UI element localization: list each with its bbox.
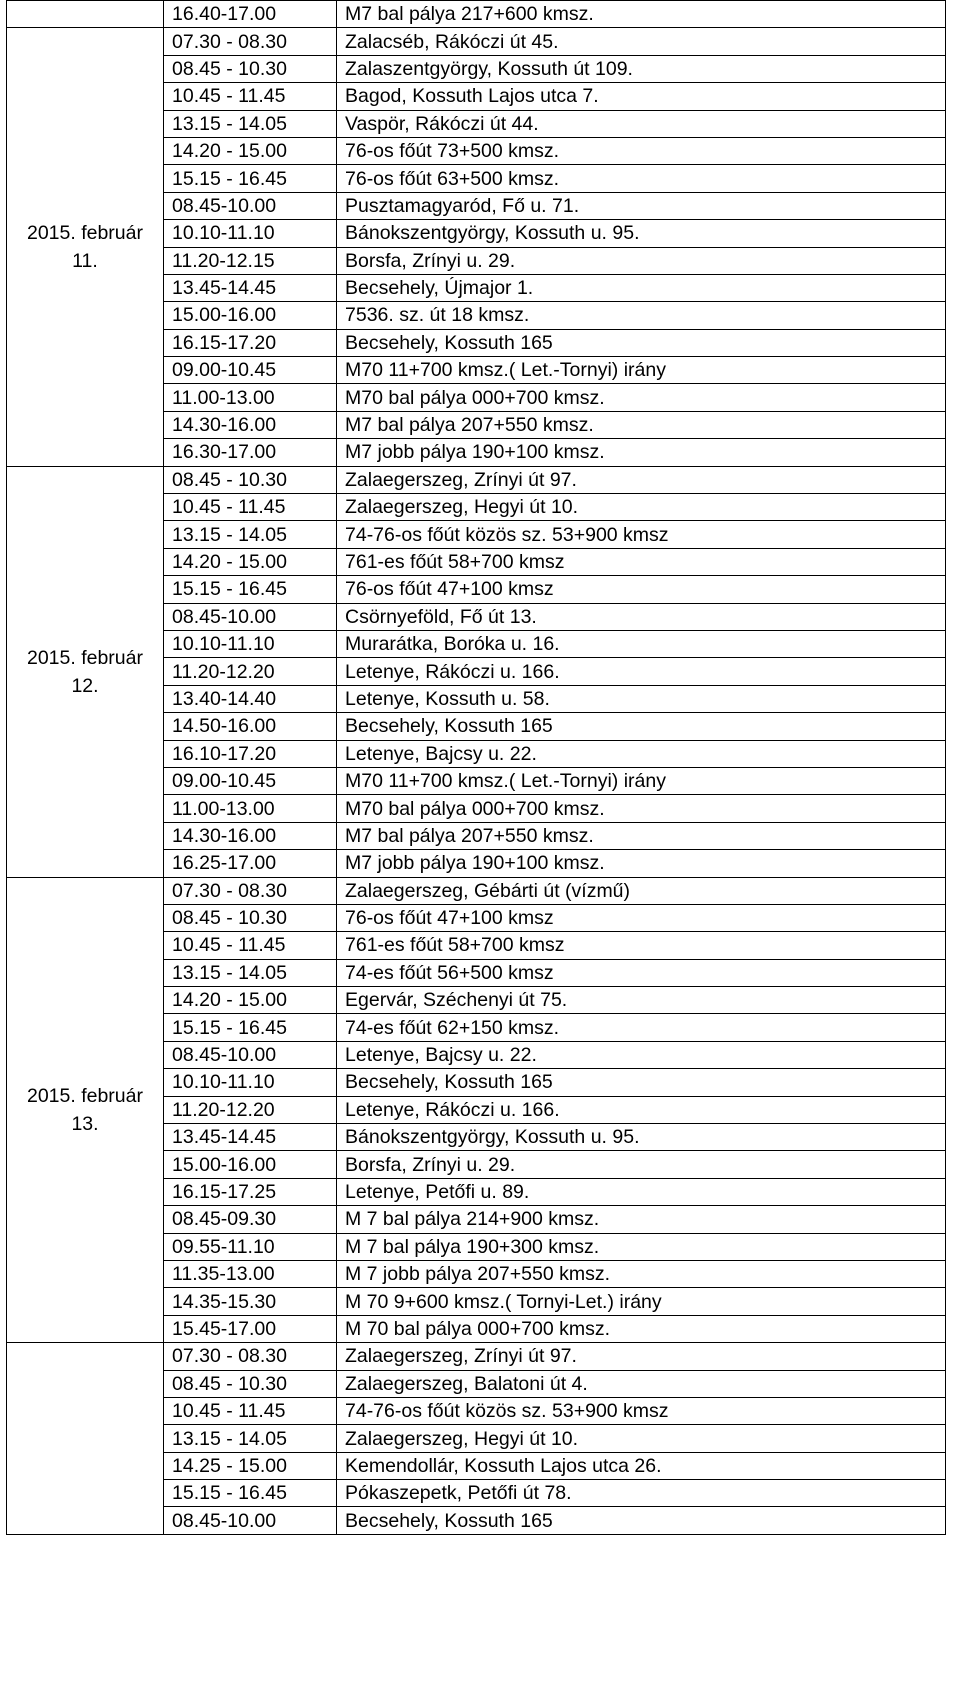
time-cell: 09.55-11.10 <box>164 1233 337 1260</box>
date-year-month: 2015. február <box>26 646 143 669</box>
date-cell <box>7 28 164 466</box>
location-cell: Becsehely, Kossuth 165 <box>337 1507 946 1534</box>
time-cell: 14.30-16.00 <box>164 411 337 438</box>
time-cell: 13.15 - 14.05 <box>164 1425 337 1452</box>
location-cell: 76-os főút 47+100 kmsz <box>337 576 946 603</box>
location-cell: Zalacséb, Rákóczi út 45. <box>337 28 946 55</box>
location-cell: M 7 bal pálya 190+300 kmsz. <box>337 1233 946 1260</box>
location-cell: M7 bal pálya 217+600 kmsz. <box>337 1 946 28</box>
time-cell: 08.45 - 10.30 <box>164 904 337 931</box>
location-cell: 76-os főút 47+100 kmsz <box>337 904 946 931</box>
time-cell: 15.15 - 16.45 <box>164 165 337 192</box>
time-cell: 08.45-09.30 <box>164 1206 337 1233</box>
time-cell: 11.20-12.15 <box>164 247 337 274</box>
date-day: 11. <box>72 250 98 273</box>
time-cell: 16.15-17.20 <box>164 329 337 356</box>
time-cell: 16.25-17.00 <box>164 850 337 877</box>
location-cell: Zalaegerszeg, Hegyi út 10. <box>337 1425 946 1452</box>
date-cell <box>7 466 164 877</box>
time-cell: 11.35-13.00 <box>164 1260 337 1287</box>
location-cell: M70 11+700 kmsz.( Let.-Tornyi) irány <box>337 357 946 384</box>
location-cell: 761-es főút 58+700 kmsz <box>337 932 946 959</box>
time-cell: 09.00-10.45 <box>164 767 337 794</box>
location-cell: 761-es főút 58+700 kmsz <box>337 548 946 575</box>
time-cell: 13.45-14.45 <box>164 1124 337 1151</box>
location-cell: Murarátka, Boróka u. 16. <box>337 630 946 657</box>
location-cell: Zalaegerszeg, Zrínyi út 97. <box>337 1343 946 1370</box>
location-cell: Becsehely, Újmajor 1. <box>337 274 946 301</box>
location-cell: M7 jobb pálya 190+100 kmsz. <box>337 850 946 877</box>
time-cell: 11.00-13.00 <box>164 384 337 411</box>
time-cell: 11.20-12.20 <box>164 1096 337 1123</box>
schedule-table <box>6 0 946 1535</box>
time-cell: 11.00-13.00 <box>164 795 337 822</box>
time-cell: 16.15-17.25 <box>164 1178 337 1205</box>
time-cell: 11.20-12.20 <box>164 658 337 685</box>
time-cell: 14.30-16.00 <box>164 822 337 849</box>
location-cell: M7 bal pálya 207+550 kmsz. <box>337 411 946 438</box>
time-cell: 13.15 - 14.05 <box>164 110 337 137</box>
location-cell: M 70 9+600 kmsz.( Tornyi-Let.) irány <box>337 1288 946 1315</box>
time-cell: 08.45 - 10.30 <box>164 466 337 493</box>
time-cell: 14.50-16.00 <box>164 713 337 740</box>
time-cell: 10.45 - 11.45 <box>164 494 337 521</box>
location-cell: Kemendollár, Kossuth Lajos utca 26. <box>337 1452 946 1479</box>
time-cell: 10.45 - 11.45 <box>164 932 337 959</box>
time-cell: 16.40-17.00 <box>164 1 337 28</box>
location-cell: Pusztamagyaród, Fő u. 71. <box>337 192 946 219</box>
time-cell: 08.45-10.00 <box>164 1041 337 1068</box>
time-cell: 16.30-17.00 <box>164 439 337 466</box>
location-cell: 74-76-os főút közös sz. 53+900 kmsz <box>337 521 946 548</box>
location-cell: Egervár, Széchenyi út 75. <box>337 987 946 1014</box>
location-cell: Bánokszentgyörgy, Kossuth u. 95. <box>337 220 946 247</box>
location-cell: M70 bal pálya 000+700 kmsz. <box>337 384 946 411</box>
location-cell: Zalaegerszeg, Hegyi út 10. <box>337 494 946 521</box>
date-day: 12. <box>71 674 99 697</box>
time-cell: 15.15 - 16.45 <box>164 576 337 603</box>
time-cell: 07.30 - 08.30 <box>164 1343 337 1370</box>
date-year-month: 2015. február <box>26 222 143 245</box>
date-year-month: 2015. február <box>26 1084 143 1107</box>
location-cell: Letenye, Kossuth u. 58. <box>337 685 946 712</box>
location-cell: M70 bal pálya 000+700 kmsz. <box>337 795 946 822</box>
location-cell: 76-os főút 73+500 kmsz. <box>337 137 946 164</box>
location-cell: 74-es főút 56+500 kmsz <box>337 959 946 986</box>
location-cell: 7536. sz. út 18 kmsz. <box>337 302 946 329</box>
location-cell: M7 bal pálya 207+550 kmsz. <box>337 822 946 849</box>
location-cell: Letenye, Rákóczi u. 166. <box>337 658 946 685</box>
schedule-body <box>7 1 946 1535</box>
schedule-wrapper <box>6 0 946 1535</box>
time-cell: 14.20 - 15.00 <box>164 548 337 575</box>
time-cell: 13.15 - 14.05 <box>164 959 337 986</box>
location-cell: M 7 bal pálya 214+900 kmsz. <box>337 1206 946 1233</box>
time-cell: 07.30 - 08.30 <box>164 28 337 55</box>
location-cell: Vaspör, Rákóczi út 44. <box>337 110 946 137</box>
time-cell: 15.00-16.00 <box>164 1151 337 1178</box>
table-row <box>7 28 946 55</box>
table-row <box>7 877 946 904</box>
date-cell <box>7 1343 164 1535</box>
time-cell: 08.45-10.00 <box>164 603 337 630</box>
time-cell: 08.45-10.00 <box>164 192 337 219</box>
location-cell: Borsfa, Zrínyi u. 29. <box>337 1151 946 1178</box>
time-cell: 10.10-11.10 <box>164 1069 337 1096</box>
time-cell: 15.45-17.00 <box>164 1315 337 1342</box>
location-cell: Zalaegerszeg, Zrínyi út 97. <box>337 466 946 493</box>
time-cell: 13.40-14.40 <box>164 685 337 712</box>
time-cell: 14.25 - 15.00 <box>164 1452 337 1479</box>
time-cell: 14.35-15.30 <box>164 1288 337 1315</box>
location-cell: Pókaszepetk, Petőfi út 78. <box>337 1480 946 1507</box>
location-cell: 74-76-os főút közös sz. 53+900 kmsz <box>337 1397 946 1424</box>
location-cell: 74-es főút 62+150 kmsz. <box>337 1014 946 1041</box>
date-cell <box>7 877 164 1343</box>
location-cell: M 7 jobb pálya 207+550 kmsz. <box>337 1260 946 1287</box>
location-cell: Letenye, Bajcsy u. 22. <box>337 1041 946 1068</box>
location-cell: Zalaegerszeg, Balatoni út 4. <box>337 1370 946 1397</box>
location-cell: M7 jobb pálya 190+100 kmsz. <box>337 439 946 466</box>
location-cell: Zalaegerszeg, Gébárti út (vízmű) <box>337 877 946 904</box>
location-cell: Letenye, Rákóczi u. 166. <box>337 1096 946 1123</box>
table-row <box>7 1 946 28</box>
location-cell: Letenye, Petőfi u. 89. <box>337 1178 946 1205</box>
time-cell: 07.30 - 08.30 <box>164 877 337 904</box>
location-cell: M70 11+700 kmsz.( Let.-Tornyi) irány <box>337 767 946 794</box>
time-cell: 10.45 - 11.45 <box>164 1397 337 1424</box>
time-cell: 13.15 - 14.05 <box>164 521 337 548</box>
location-cell: 76-os főút 63+500 kmsz. <box>337 165 946 192</box>
time-cell: 15.15 - 16.45 <box>164 1480 337 1507</box>
location-cell: Zalaszentgyörgy, Kossuth út 109. <box>337 55 946 82</box>
time-cell: 14.20 - 15.00 <box>164 137 337 164</box>
time-cell: 10.45 - 11.45 <box>164 83 337 110</box>
location-cell: Bagod, Kossuth Lajos utca 7. <box>337 83 946 110</box>
time-cell: 08.45 - 10.30 <box>164 1370 337 1397</box>
time-cell: 14.20 - 15.00 <box>164 987 337 1014</box>
location-cell: Becsehely, Kossuth 165 <box>337 713 946 740</box>
location-cell: M 70 bal pálya 000+700 kmsz. <box>337 1315 946 1342</box>
time-cell: 13.45-14.45 <box>164 274 337 301</box>
time-cell: 08.45 - 10.30 <box>164 55 337 82</box>
location-cell: Becsehely, Kossuth 165 <box>337 329 946 356</box>
date-day: 13. <box>71 1112 99 1135</box>
time-cell: 08.45-10.00 <box>164 1507 337 1534</box>
time-cell: 15.15 - 16.45 <box>164 1014 337 1041</box>
table-row <box>7 1343 946 1370</box>
time-cell: 15.00-16.00 <box>164 302 337 329</box>
location-cell: Becsehely, Kossuth 165 <box>337 1069 946 1096</box>
location-cell: Bánokszentgyörgy, Kossuth u. 95. <box>337 1124 946 1151</box>
location-cell: Borsfa, Zrínyi u. 29. <box>337 247 946 274</box>
time-cell: 09.00-10.45 <box>164 357 337 384</box>
location-cell: Csörnyeföld, Fő út 13. <box>337 603 946 630</box>
table-row <box>7 466 946 493</box>
time-cell: 10.10-11.10 <box>164 220 337 247</box>
location-cell: Letenye, Bajcsy u. 22. <box>337 740 946 767</box>
time-cell: 10.10-11.10 <box>164 630 337 657</box>
date-cell <box>7 1 164 28</box>
time-cell: 16.10-17.20 <box>164 740 337 767</box>
